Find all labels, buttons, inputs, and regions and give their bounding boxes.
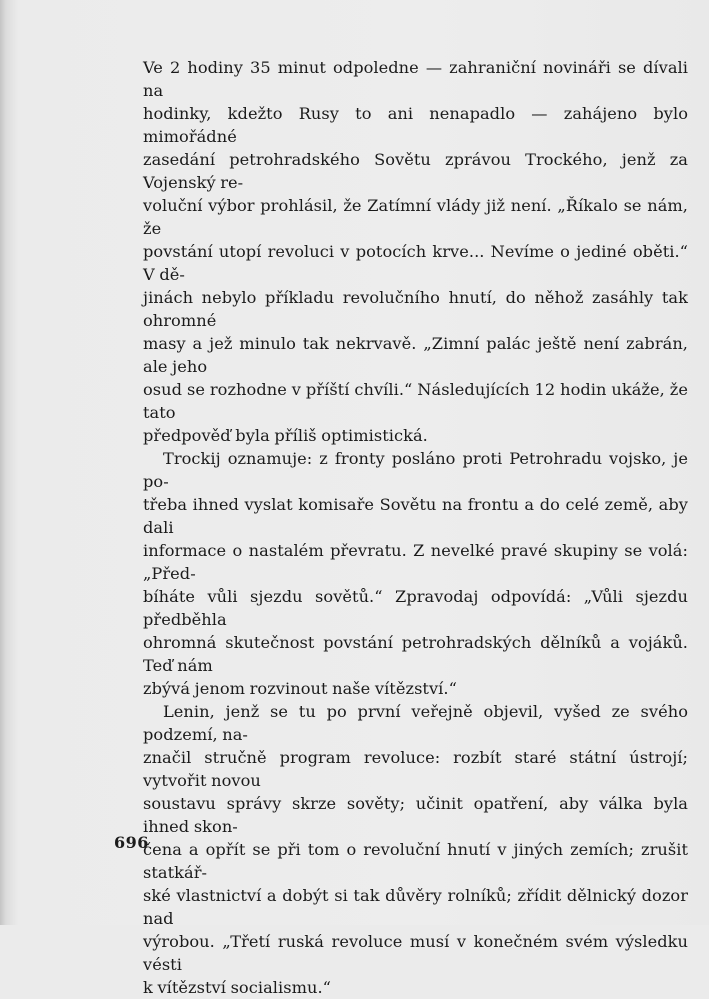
text-line: masy a jež minulo tak nekrvavě. „Zimní palác ještě není zabrán, ale jeho — [143, 334, 688, 376]
paragraph-1 — [143, 56, 688, 447]
paragraph-2 — [143, 447, 688, 700]
text-line: Lenin, jenž se tu po první veřejně objevil, vyšed ze svého podzemí, na- — [143, 702, 688, 744]
text-line: informace o nastalém převratu. Z nevelké pravé skupiny se volá: „Před- — [143, 541, 688, 583]
text-line: povstání utopí revoluci v potocích krve... Nevíme o jediné oběti.“ V dě- — [143, 242, 688, 284]
text-line: ohromná skutečnost povstání petrohradských dělníků a vojáků. Teď nám — [143, 633, 688, 675]
text-line: hodinky, kdežto Rusy to ani nenapadlo — zahájeno bylo mimořádné — [143, 104, 688, 146]
paragraph-3 — [143, 700, 688, 999]
text-line: k vítězství socialismu.“ — [143, 978, 331, 997]
text-line: zasedání petrohradského Sovětu zprávou Trockého, jenž za Vojenský re- — [143, 150, 688, 192]
text-line: značil stručně program revoluce: rozbít staré státní ústrojí; vytvořit novou — [143, 748, 688, 790]
text-line: voluční výbor prohlásil, že Zatímní vlády již není. „Říkalo se nám, že — [143, 196, 688, 238]
text-line: zbývá jenom rozvinout naše vítězství.“ — [143, 679, 457, 698]
text-line: Trockij oznamuje: z fronty posláno proti Petrohradu vojsko, je po- — [143, 449, 688, 491]
text-line: Ve 2 hodiny 35 minut odpoledne — zahraniční novináři se dívali na — [143, 58, 688, 100]
page-number: 696 — [114, 833, 149, 852]
text-line: soustavu správy skrze sověty; učinit opatření, aby válka byla ihned skon- — [143, 794, 688, 836]
body-text — [143, 56, 688, 999]
text-line: osud se rozhodne v příští chvíli.“ Následujících 12 hodin ukáže, že tato — [143, 380, 688, 422]
text-line: jinách nebylo příkladu revolučního hnutí, do něhož zasáhly tak ohromné — [143, 288, 688, 330]
text-line: čena a opřít se při tom o revoluční hnutí v jiných zemích; zrušit statkář- — [143, 840, 688, 882]
text-line: předpověď byla příliš optimistická. — [143, 426, 428, 445]
text-line: třeba ihned vyslat komisaře Sovětu na frontu a do celé země, aby dali — [143, 495, 688, 537]
text-line: ské vlastnictví a dobýt si tak důvěry rolníků; zřídit dělnický dozor nad — [143, 886, 688, 928]
text-line: bíháte vůli sjezdu sovětů.“ Zpravodaj odpovídá: „Vůli sjezdu předběhla — [143, 587, 688, 629]
text-line: výrobou. „Třetí ruská revoluce musí v konečném svém výsledku vésti — [143, 932, 688, 974]
